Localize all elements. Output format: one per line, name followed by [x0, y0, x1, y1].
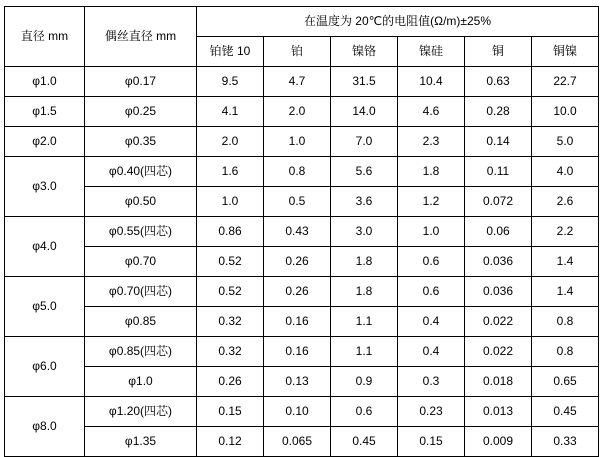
cell-resistance-value: 14.0: [331, 97, 398, 127]
table-row: [5, 127, 599, 157]
cell-resistance-value: 4.0: [532, 157, 599, 187]
cell-diameter: φ3.0: [5, 157, 85, 217]
cell-resistance-value: 0.8: [532, 337, 599, 367]
cell-resistance-value: 0.15: [197, 397, 264, 427]
cell-diameter: φ4.0: [5, 217, 85, 277]
table-header-row-top: [5, 7, 599, 37]
cell-resistance-value: 2.0: [264, 97, 331, 127]
cell-resistance-value: 5.0: [532, 127, 599, 157]
cell-resistance-value: 0.4: [398, 307, 465, 337]
cell-resistance-value: 1.4: [532, 247, 599, 277]
cell-resistance-value: 0.26: [197, 367, 264, 397]
cell-resistance-value: 0.022: [465, 337, 532, 367]
cell-resistance-value: 10.4: [398, 67, 465, 97]
cell-resistance-value: 0.86: [197, 217, 264, 247]
cell-resistance-value: 4.7: [264, 67, 331, 97]
cell-resistance-value: 0.036: [465, 247, 532, 277]
cell-strand-diameter: φ0.40(四芯): [85, 157, 197, 187]
table-row: [5, 217, 599, 247]
cell-resistance-value: 0.6: [398, 277, 465, 307]
cell-strand-diameter: φ0.85: [85, 307, 197, 337]
cell-resistance-value: 0.4: [398, 337, 465, 367]
table-row: [5, 67, 599, 97]
table-head: [5, 7, 599, 67]
cell-resistance-value: 0.13: [264, 367, 331, 397]
cell-resistance-value: 0.33: [532, 427, 599, 457]
cell-resistance-value: 0.022: [465, 307, 532, 337]
cell-resistance-value: 1.1: [331, 337, 398, 367]
cell-resistance-value: 0.036: [465, 277, 532, 307]
cell-resistance-value: 1.0: [264, 127, 331, 157]
cell-diameter: φ1.0: [5, 67, 85, 97]
table-row: [5, 247, 599, 277]
cell-resistance-value: 0.072: [465, 187, 532, 217]
header-resistance-group: 在温度为 20℃的电阻值(Ω/m)±25%: [197, 7, 599, 37]
cell-diameter: φ1.5: [5, 97, 85, 127]
cell-resistance-value: 2.0: [197, 127, 264, 157]
header-material-cu: 铜: [465, 37, 532, 67]
header-material-ptrh10: 铂铑 10: [197, 37, 264, 67]
cell-resistance-value: 0.5: [264, 187, 331, 217]
cell-resistance-value: 4.6: [398, 97, 465, 127]
header-material-nisi: 镍硅: [398, 37, 465, 67]
cell-diameter: φ5.0: [5, 277, 85, 337]
cell-resistance-value: 2.6: [532, 187, 599, 217]
cell-resistance-value: 0.26: [264, 247, 331, 277]
cell-resistance-value: 1.0: [398, 217, 465, 247]
cell-resistance-value: 1.4: [532, 277, 599, 307]
cell-resistance-value: 0.06: [465, 217, 532, 247]
cell-resistance-value: 0.32: [197, 337, 264, 367]
cell-resistance-value: 0.52: [197, 247, 264, 277]
cell-resistance-value: 0.65: [532, 367, 599, 397]
table-row: [5, 307, 599, 337]
cell-strand-diameter: φ0.17: [85, 67, 197, 97]
cell-resistance-value: 2.2: [532, 217, 599, 247]
cell-resistance-value: 0.11: [465, 157, 532, 187]
table-row: [5, 367, 599, 397]
cell-resistance-value: 4.1: [197, 97, 264, 127]
cell-resistance-value: 0.52: [197, 277, 264, 307]
cell-diameter: φ8.0: [5, 397, 85, 457]
cell-strand-diameter: φ0.70(四芯): [85, 277, 197, 307]
cell-resistance-value: 0.3: [398, 367, 465, 397]
cell-resistance-value: 0.8: [532, 307, 599, 337]
table-row: [5, 277, 599, 307]
cell-resistance-value: 0.6: [398, 247, 465, 277]
cell-resistance-value: 1.6: [197, 157, 264, 187]
cell-resistance-value: 0.065: [264, 427, 331, 457]
cell-strand-diameter: φ0.85(四芯): [85, 337, 197, 367]
cell-resistance-value: 0.23: [398, 397, 465, 427]
cell-resistance-value: 0.26: [264, 277, 331, 307]
cell-resistance-value: 0.28: [465, 97, 532, 127]
cell-strand-diameter: φ0.35: [85, 127, 197, 157]
header-material-pt: 铂: [264, 37, 331, 67]
table-body: [5, 67, 599, 457]
cell-resistance-value: 5.6: [331, 157, 398, 187]
table-row: [5, 157, 599, 187]
cell-resistance-value: 1.8: [331, 247, 398, 277]
cell-strand-diameter: φ0.25: [85, 97, 197, 127]
cell-resistance-value: 9.5: [197, 67, 264, 97]
cell-resistance-value: 0.63: [465, 67, 532, 97]
cell-resistance-value: 2.3: [398, 127, 465, 157]
header-strand-diameter: 偶丝直径 mm: [85, 7, 197, 67]
cell-diameter: φ2.0: [5, 127, 85, 157]
table-row: [5, 187, 599, 217]
cell-resistance-value: 7.0: [331, 127, 398, 157]
table-row: [5, 427, 599, 457]
cell-strand-diameter: φ0.70: [85, 247, 197, 277]
cell-resistance-value: 1.0: [197, 187, 264, 217]
header-material-nicr: 镍铬: [331, 37, 398, 67]
cell-diameter: φ6.0: [5, 337, 85, 397]
cell-resistance-value: 0.12: [197, 427, 264, 457]
cell-strand-diameter: φ1.20(四芯): [85, 397, 197, 427]
table-row: [5, 337, 599, 367]
cell-resistance-value: 0.16: [264, 307, 331, 337]
table-row: [5, 97, 599, 127]
table-row: [5, 397, 599, 427]
cell-resistance-value: 0.10: [264, 397, 331, 427]
cell-resistance-value: 0.16: [264, 337, 331, 367]
cell-resistance-value: 22.7: [532, 67, 599, 97]
header-diameter: 直径 mm: [5, 7, 85, 67]
cell-resistance-value: 1.8: [331, 277, 398, 307]
cell-strand-diameter: φ0.55(四芯): [85, 217, 197, 247]
cell-resistance-value: 0.45: [331, 427, 398, 457]
cell-resistance-value: 1.1: [331, 307, 398, 337]
cell-resistance-value: 0.8: [264, 157, 331, 187]
resistance-spec-table: [4, 6, 599, 457]
cell-strand-diameter: φ1.35: [85, 427, 197, 457]
cell-resistance-value: 1.2: [398, 187, 465, 217]
cell-resistance-value: 0.009: [465, 427, 532, 457]
cell-resistance-value: 3.6: [331, 187, 398, 217]
cell-strand-diameter: φ1.0: [85, 367, 197, 397]
cell-resistance-value: 0.013: [465, 397, 532, 427]
cell-resistance-value: 1.8: [398, 157, 465, 187]
cell-resistance-value: 0.14: [465, 127, 532, 157]
cell-resistance-value: 10.0: [532, 97, 599, 127]
cell-resistance-value: 0.15: [398, 427, 465, 457]
cell-resistance-value: 0.43: [264, 217, 331, 247]
cell-resistance-value: 31.5: [331, 67, 398, 97]
header-material-cuni: 铜镍: [532, 37, 599, 67]
cell-resistance-value: 3.0: [331, 217, 398, 247]
cell-resistance-value: 0.32: [197, 307, 264, 337]
cell-resistance-value: 0.6: [331, 397, 398, 427]
cell-resistance-value: 0.45: [532, 397, 599, 427]
cell-resistance-value: 0.9: [331, 367, 398, 397]
cell-resistance-value: 0.018: [465, 367, 532, 397]
cell-strand-diameter: φ0.50: [85, 187, 197, 217]
